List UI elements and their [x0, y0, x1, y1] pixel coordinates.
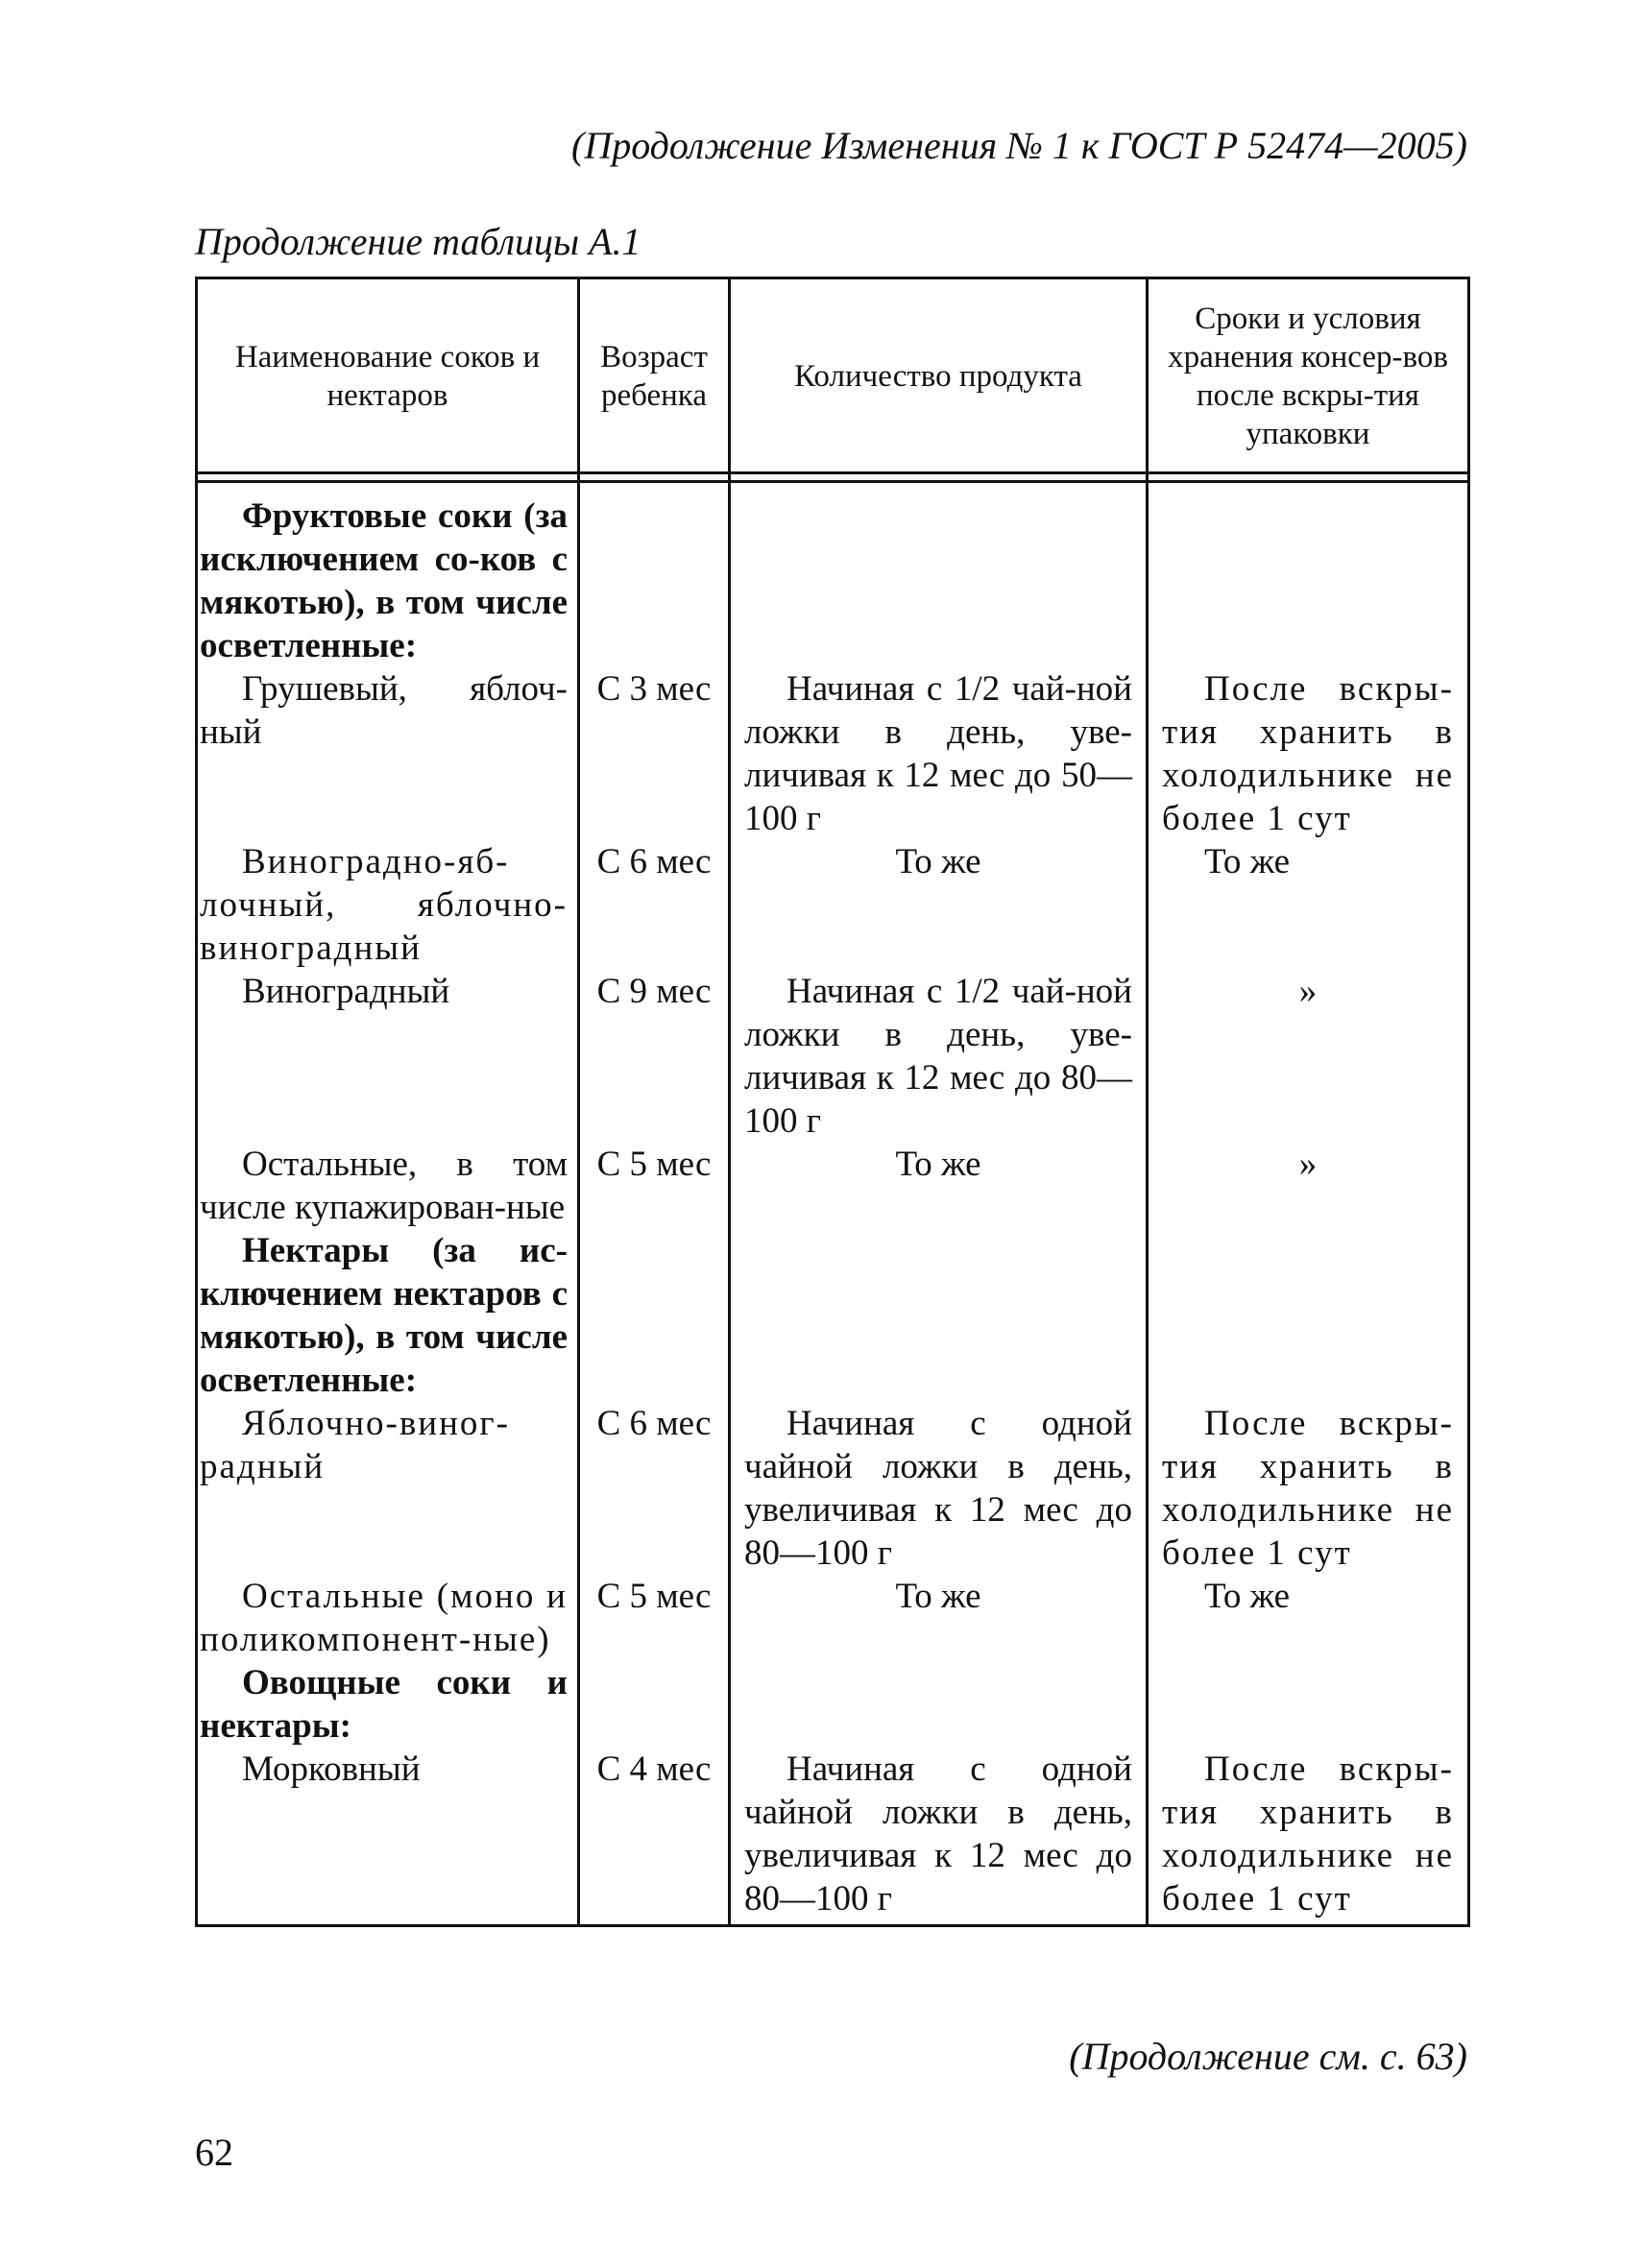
row-name: Виноградный	[197, 970, 579, 1143]
row-quantity: То же	[730, 1575, 1148, 1661]
row-name: Морковный	[197, 1748, 579, 1926]
table-row	[197, 970, 1469, 1143]
table-row	[197, 667, 1469, 840]
row-storage	[1148, 482, 1469, 668]
row-storage: »	[1148, 970, 1469, 1143]
row-quantity	[730, 1229, 1148, 1402]
row-age: С 9 мес	[579, 970, 730, 1143]
row-name: Яблочно-виног-радный	[197, 1402, 579, 1575]
row-storage: После вскры-тия хранить в холодильнике не более 1 сут	[1148, 1748, 1469, 1926]
row-quantity: Начиная с 1/2 чай-ной ложки в день, уве-личивая к 12 мес до 80—100 г	[730, 970, 1148, 1143]
row-quantity: Начиная с одной чайной ложки в день, увеличивая к 12 мес до 80—100 г	[730, 1748, 1148, 1926]
row-name: Грушевый, яблоч-ный	[197, 667, 579, 840]
row-name: Виноградно-яб-лочный, яблочно-виноградный	[197, 840, 579, 970]
row-age	[579, 482, 730, 668]
row-age	[579, 1661, 730, 1748]
row-storage	[1148, 1229, 1469, 1402]
row-quantity	[730, 1661, 1148, 1748]
juice-table	[195, 277, 1470, 1927]
table-caption: Продолжение таблицы А.1	[195, 220, 641, 263]
row-age: С 4 мес	[579, 1748, 730, 1926]
row-storage: После вскры-тия хранить в холодильнике не более 1 сут	[1148, 1402, 1469, 1575]
continuation-note: (Продолжение см. с. 63)	[1069, 2035, 1467, 2078]
row-storage: »	[1148, 1143, 1469, 1229]
row-name: Фруктовые соки (за исключением со-ков с мякотью), в том числе осветленные:	[197, 482, 579, 668]
row-age: С 3 мес	[579, 667, 730, 840]
table-header	[197, 278, 1469, 482]
document-header-note: (Продолжение Изменения № 1 к ГОСТ Р 52474—2005)	[571, 124, 1467, 167]
row-storage: То же	[1148, 1575, 1469, 1661]
row-quantity	[730, 482, 1148, 668]
column-header-name: Наименование соков и нектаров	[197, 278, 579, 473]
row-age	[579, 1229, 730, 1402]
row-name: Нектары (за ис-ключением нектаров с мякотью), в том числе осветленные:	[197, 1229, 579, 1402]
row-name: Овощные соки и нектары:	[197, 1661, 579, 1748]
row-quantity: Начиная с 1/2 чай-ной ложки в день, уве-личивая к 12 мес до 50—100 г	[730, 667, 1148, 840]
table-row	[197, 482, 1469, 668]
column-header-quantity: Количество продукта	[730, 278, 1148, 473]
page-number: 62	[195, 2131, 233, 2174]
row-name: Остальные (моно и поликомпонент-ные)	[197, 1575, 579, 1661]
table-row	[197, 1229, 1469, 1402]
row-age: С 5 мес	[579, 1143, 730, 1229]
row-age: С 6 мес	[579, 840, 730, 970]
table-row	[197, 1661, 1469, 1748]
column-header-age: Возраст ребенка	[579, 278, 730, 473]
row-age: С 5 мес	[579, 1575, 730, 1661]
row-quantity: То же	[730, 1143, 1148, 1229]
column-header-storage: Сроки и условия хранения консер-вов после вскры-тия упаковки	[1148, 278, 1469, 473]
row-quantity: Начиная с одной чайной ложки в день, увеличивая к 12 мес до 80—100 г	[730, 1402, 1148, 1575]
table-row	[197, 1402, 1469, 1575]
row-name: Остальные, в том числе купажирован-ные	[197, 1143, 579, 1229]
row-age: С 6 мес	[579, 1402, 730, 1575]
table-row	[197, 840, 1469, 970]
table-row	[197, 1143, 1469, 1229]
row-storage: То же	[1148, 840, 1469, 970]
row-storage: После вскры-тия хранить в холодильнике не более 1 сут	[1148, 667, 1469, 840]
row-storage	[1148, 1661, 1469, 1748]
table-row	[197, 1748, 1469, 1926]
table-row	[197, 1575, 1469, 1661]
row-quantity: То же	[730, 840, 1148, 970]
